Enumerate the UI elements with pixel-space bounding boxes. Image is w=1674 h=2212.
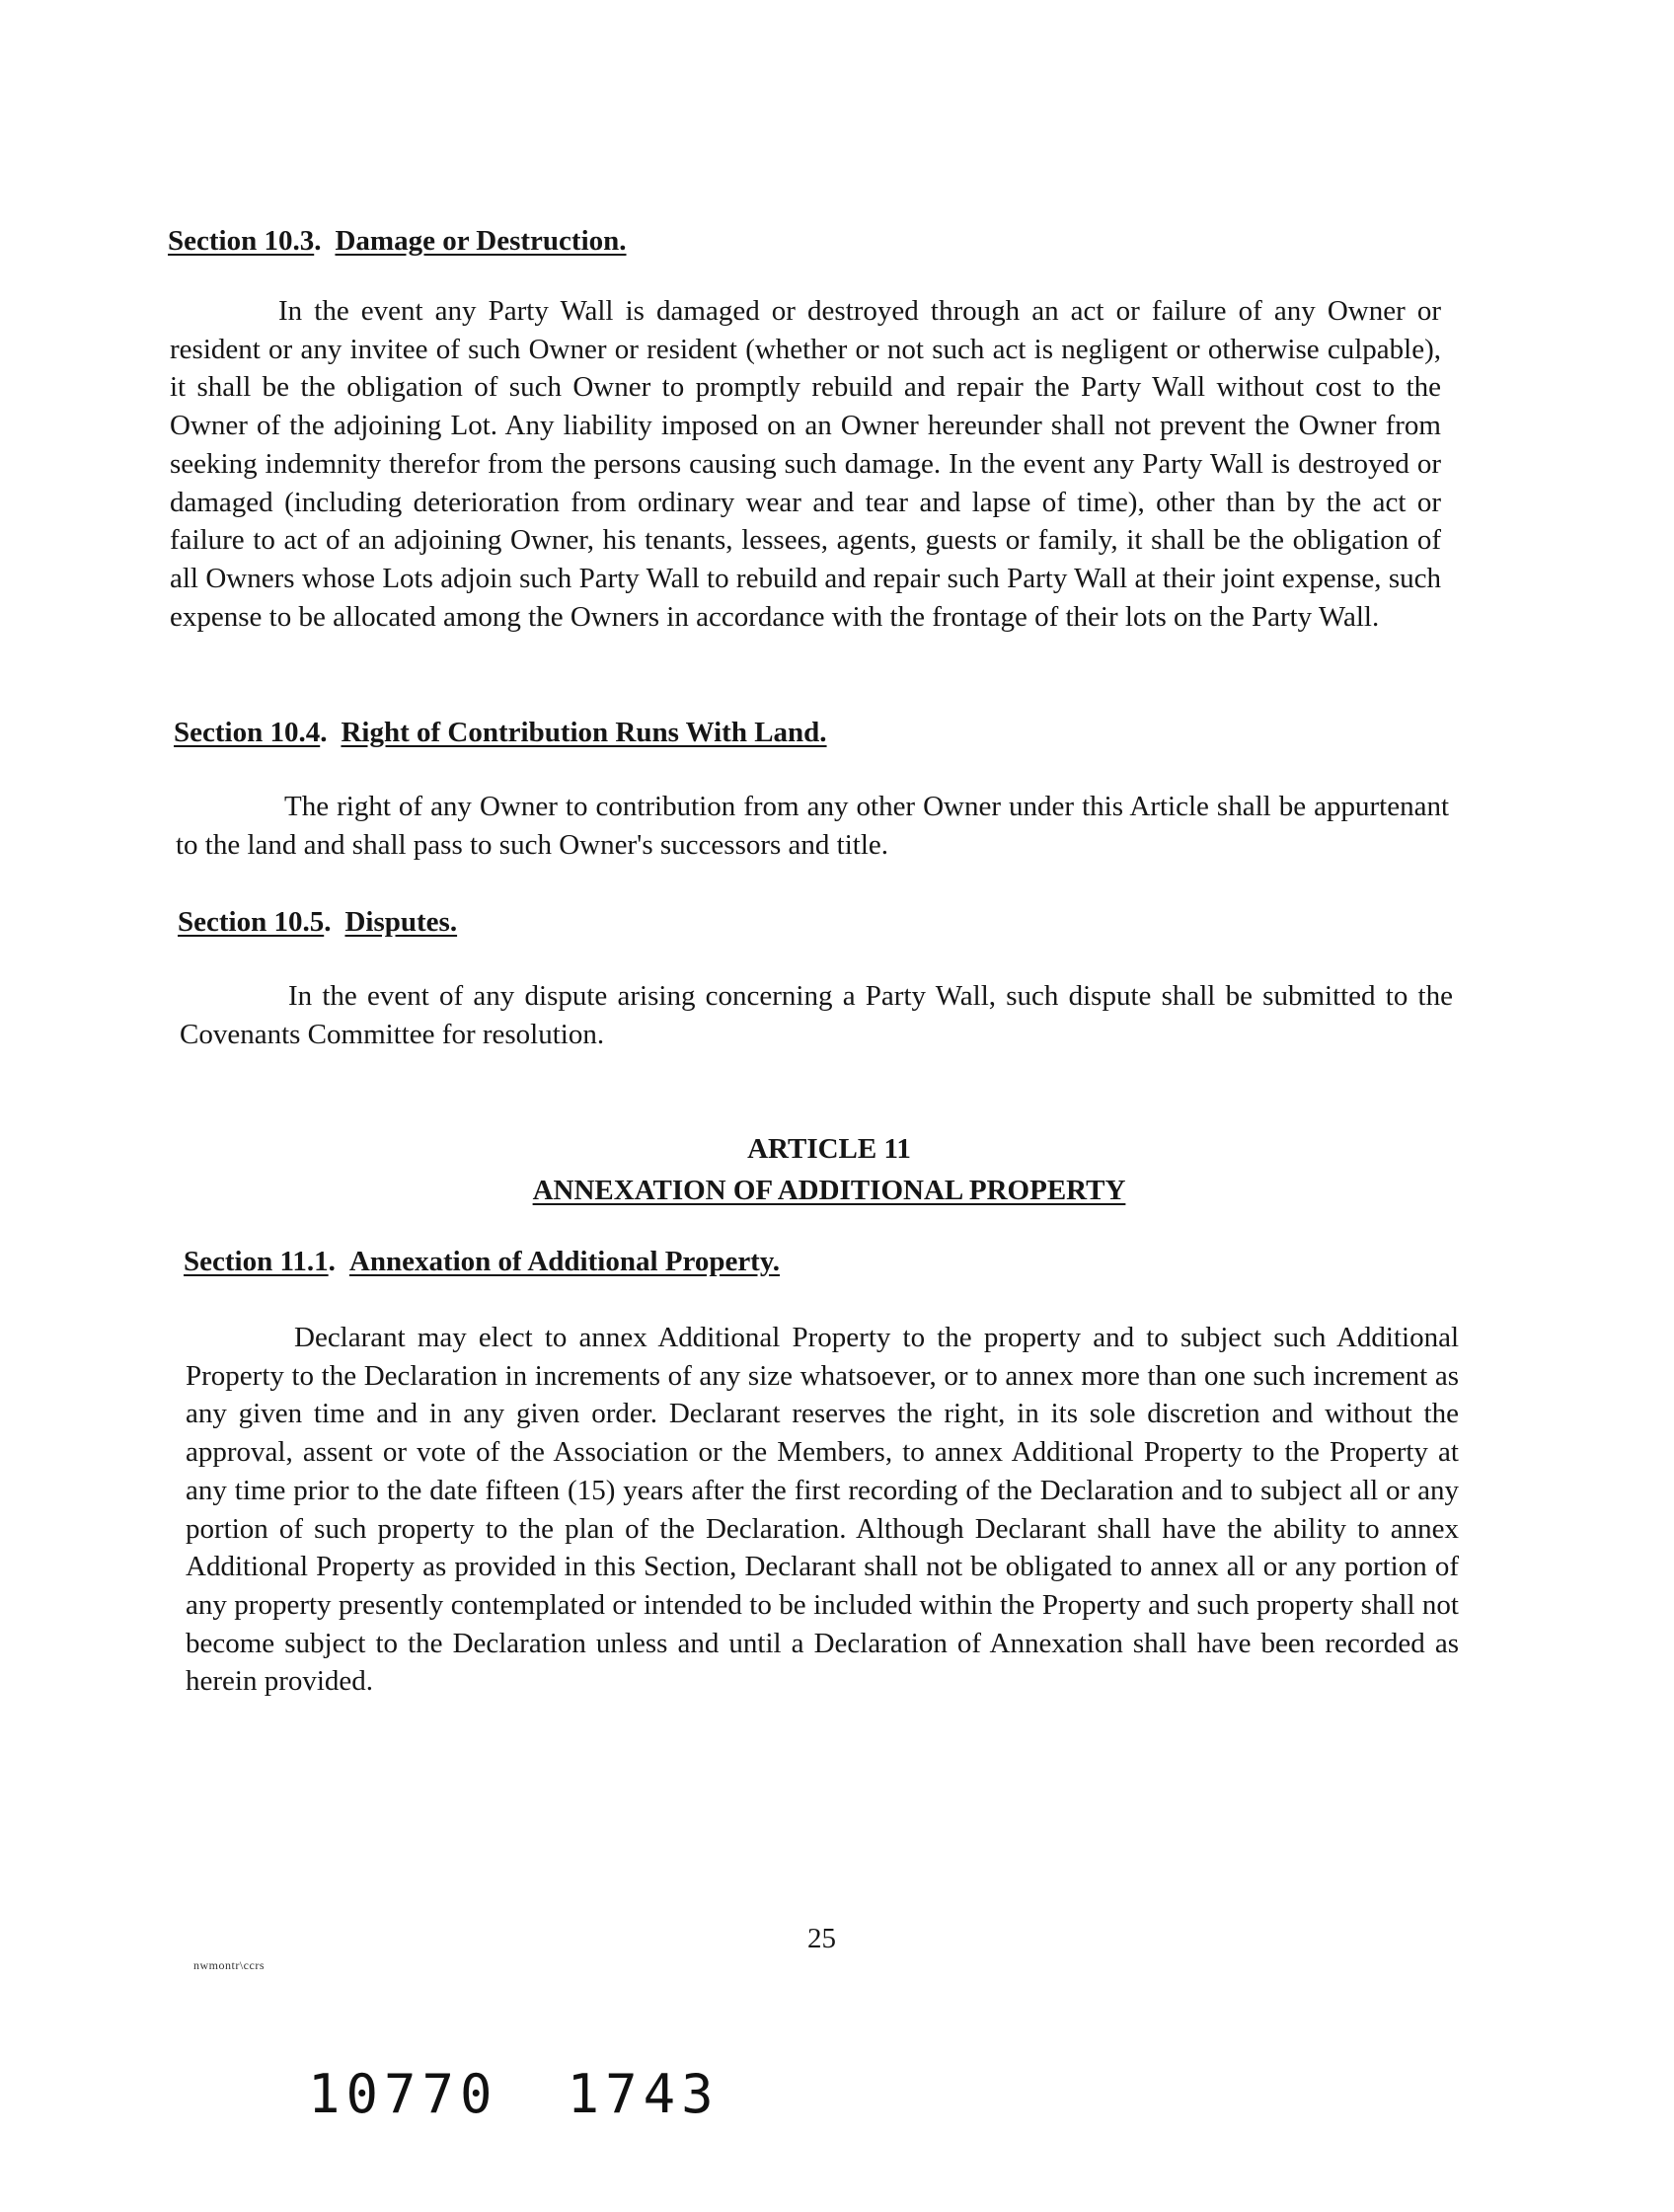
paragraph: In the event any Party Wall is damaged or destroyed through an act or failure of any Owner or resident or any invitee of such Owner or resident (whether or not such act is negligent or otherwise culpable), it shall be the obligation of such Owner to promptly rebuild and repair the Party Wall without cost to the Owner of the adjoining Lot. Any liability imposed on an Owner hereunder shall not prevent the Owner from seeking indemnity therefor from the persons causing such damage. In the event any Party Wall is destroyed or damaged (including deterioration from ordinary wear and tear and lapse of time), other than by the act or failure to act of an adjoining Owner, his tenants, lessees, agents, guests or family, it shall be the obligation of all Owners whose Lots adjoin such Party Wall to rebuild and repair such Party Wall at their joint expense, such expense to be allocated among the Owners in accordance with the frontage of their lots on the Party Wall. [170, 295, 1441, 633]
paragraph: In the event of any dispute arising concerning a Party Wall, such dispute shall be submitted to the Covenants Committee for resolution. [180, 980, 1453, 1050]
document-code: nwmontr\ccrs [193, 1958, 265, 1972]
paragraph: The right of any Owner to contribution from any other Owner under this Article shall be appurtenant to the land and shall pass to such Owner's successors and title. [176, 791, 1449, 861]
section-number: Section 10.5 [178, 906, 325, 938]
section-10-3-heading: Section 10.3. Damage or Destruction. [168, 225, 627, 257]
section-number: Section 11.1 [184, 1246, 329, 1277]
paragraph: Declarant may elect to annex Additional Property to the property and to subject such Additional Property to the Declaration in increments of any size whatsoever, or to annex more than one such increment as any given time and in any given order. Declarant reserves the right, in its sole discretion and without the approval, assent or vote of the Association or the Members, to annex Additional Property to the Property at any time prior to the date fifteen (15) years after the first recording of the Declaration and to subject all or any portion of such property to the plan of the Declaration. Although Declarant shall have the ability to annex Additional Property as provided in this Section, Declarant shall not be obligated to annex all or any portion of any property presently contemplated or intended to be included within the Property and such property shall not become subject to the Declaration unless and until a Declaration of Annexation shall have been recorded as herein provided. [186, 1322, 1459, 1698]
recording-stamp [308, 2063, 720, 2125]
section-11-1-heading: Section 11.1. Annexation of Additional Property. [184, 1246, 780, 1277]
section-title: Annexation of Additional Property. [348, 1246, 780, 1277]
section-title: Right of Contribution Runs With Land. [341, 717, 827, 748]
page-number: 25 [807, 1923, 836, 1954]
article-number: ARTICLE 11 [747, 1133, 911, 1165]
section-10-5-body [180, 977, 1453, 1053]
section-11-1-body [186, 1319, 1459, 1701]
section-10-4-heading: Section 10.4. Right of Contribution Runs With Land. [174, 717, 827, 748]
stamp-book-number: 10770 [308, 2063, 498, 2125]
stamp-page-number: 1743 [567, 2063, 720, 2125]
section-title: Disputes. [344, 906, 458, 938]
article-title: ANNEXATION OF ADDITIONAL PROPERTY [532, 1175, 1126, 1206]
section-number: Section 10.4 [174, 717, 321, 748]
section-title: Damage or Destruction. [335, 225, 627, 257]
section-10-3-body [170, 292, 1441, 636]
section-10-5-heading: Section 10.5. Disputes. [178, 906, 458, 938]
section-number: Section 10.3 [168, 225, 315, 257]
article-heading [168, 1128, 1490, 1211]
section-10-4-body [176, 788, 1449, 864]
